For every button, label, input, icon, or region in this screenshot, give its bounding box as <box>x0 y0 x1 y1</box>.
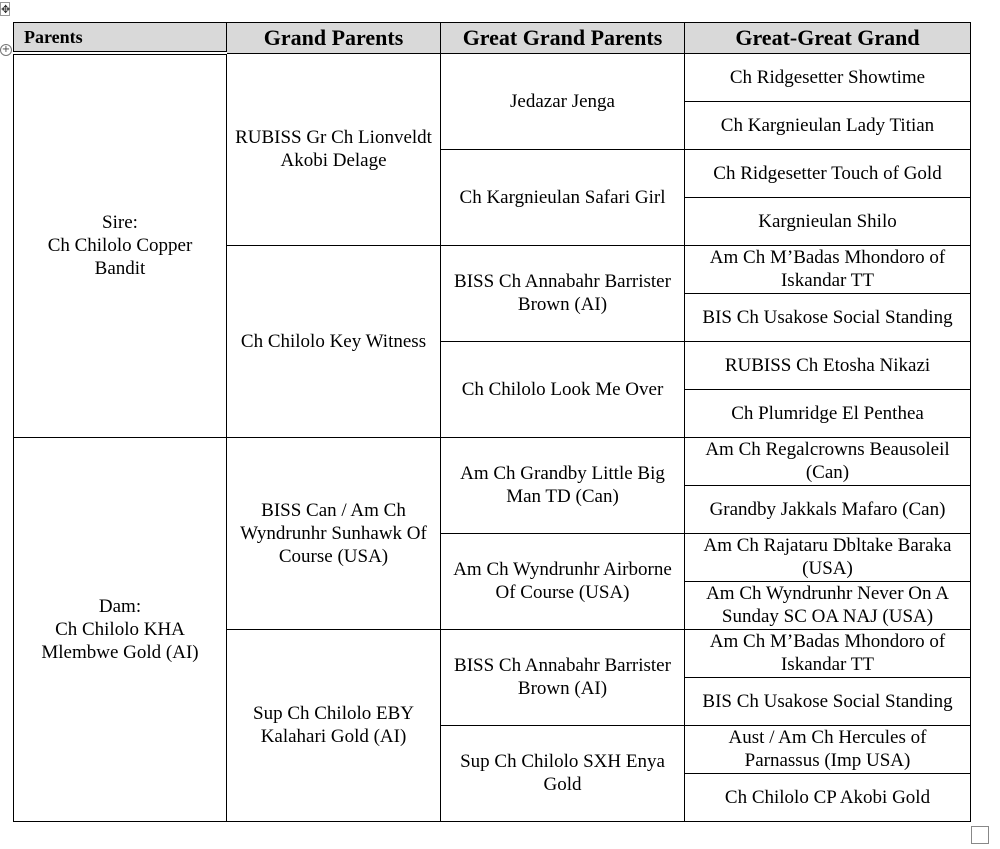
header-row <box>14 23 971 54</box>
grand-parent-cell[interactable]: RUBISS Gr Ch Lionveldt Akobi Delage <box>227 53 441 245</box>
great-great-grand-cell[interactable]: RUBISS Ch Etosha Nikazi <box>685 341 971 389</box>
great-great-grand-cell[interactable]: Ch Ridgesetter Touch of Gold <box>685 149 971 197</box>
table-move-handle-icon[interactable]: ✥ <box>1 3 11 16</box>
great-great-grand-cell[interactable]: Ch Plumridge El Penthea <box>685 389 971 437</box>
parent-cell-sire[interactable] <box>14 53 227 437</box>
header-great-great-grand: Great-Great Grand <box>685 23 971 54</box>
great-great-grand-cell[interactable]: BIS Ch Usakose Social Standing <box>685 293 971 341</box>
great-grand-parent-cell[interactable]: Ch Chilolo Look Me Over <box>441 341 685 437</box>
great-grand-parent-cell[interactable]: Jedazar Jenga <box>441 53 685 149</box>
pedigree-table <box>13 22 971 822</box>
table-resize-handle[interactable] <box>971 826 989 844</box>
parent-role: Sire: <box>102 212 138 234</box>
great-great-grand-cell[interactable]: Kargnieulan Shilo <box>685 197 971 245</box>
great-great-grand-cell[interactable]: Ch Ridgesetter Showtime <box>685 53 971 101</box>
table-row <box>14 437 971 485</box>
table-row <box>14 53 971 101</box>
great-grand-parent-cell[interactable]: Ch Kargnieulan Safari Girl <box>441 149 685 245</box>
grand-parent-cell[interactable]: Sup Ch Chilolo EBY Kalahari Gold (AI) <box>227 629 441 821</box>
great-great-grand-cell[interactable]: Ch Chilolo CP Akobi Gold <box>685 773 971 821</box>
header-great-grand-parents: Great Grand Parents <box>441 23 685 54</box>
great-great-grand-cell[interactable]: Grandby Jakkals Mafaro (Can) <box>685 485 971 533</box>
header-parents: Parents <box>14 23 227 54</box>
great-grand-parent-cell[interactable]: BISS Ch Annabahr Barrister Brown (AI) <box>441 629 685 725</box>
great-great-grand-cell[interactable]: Am Ch M’Badas Mhondoro of Iskandar TT <box>685 629 971 677</box>
great-great-grand-cell[interactable]: BIS Ch Usakose Social Standing <box>685 677 971 725</box>
great-great-grand-cell[interactable]: Am Ch Rajataru Dbltake Baraka (USA) <box>685 533 971 581</box>
great-great-grand-cell[interactable]: Am Ch Regalcrowns Beausoleil (Can) <box>685 437 971 485</box>
great-great-grand-cell[interactable]: Am Ch Wyndrunhr Never On A Sunday SC OA NAJ (USA) <box>685 581 971 629</box>
grand-parent-cell[interactable]: Ch Chilolo Key Witness <box>227 245 441 437</box>
great-great-grand-cell[interactable]: Am Ch M’Badas Mhondoro of Iskandar TT <box>685 245 971 293</box>
parent-cell-dam[interactable] <box>14 437 227 821</box>
great-grand-parent-cell[interactable]: Am Ch Wyndrunhr Airborne Of Course (USA) <box>441 533 685 629</box>
header-grand-parents: Grand Parents <box>227 23 441 54</box>
great-grand-parent-cell[interactable]: BISS Ch Annabahr Barrister Brown (AI) <box>441 245 685 341</box>
great-grand-parent-cell[interactable]: Am Ch Grandby Little Big Man TD (Can) <box>441 437 685 533</box>
insert-row-icon[interactable]: + <box>1 44 11 55</box>
great-great-grand-cell[interactable]: Ch Kargnieulan Lady Titian <box>685 101 971 149</box>
grand-parent-cell[interactable]: BISS Can / Am Ch Wyndrunhr Sunhawk Of Course (USA) <box>227 437 441 629</box>
great-grand-parent-cell[interactable]: Sup Ch Chilolo SXH Enya Gold <box>441 725 685 821</box>
parent-role: Dam: <box>98 595 142 617</box>
parent-name: Ch Chilolo Copper Bandit <box>47 235 193 280</box>
great-great-grand-cell[interactable]: Aust / Am Ch Hercules of Parnassus (Imp USA) <box>685 725 971 773</box>
parent-name: Ch Chilolo KHA Mlembwe Gold (AI) <box>41 618 199 663</box>
